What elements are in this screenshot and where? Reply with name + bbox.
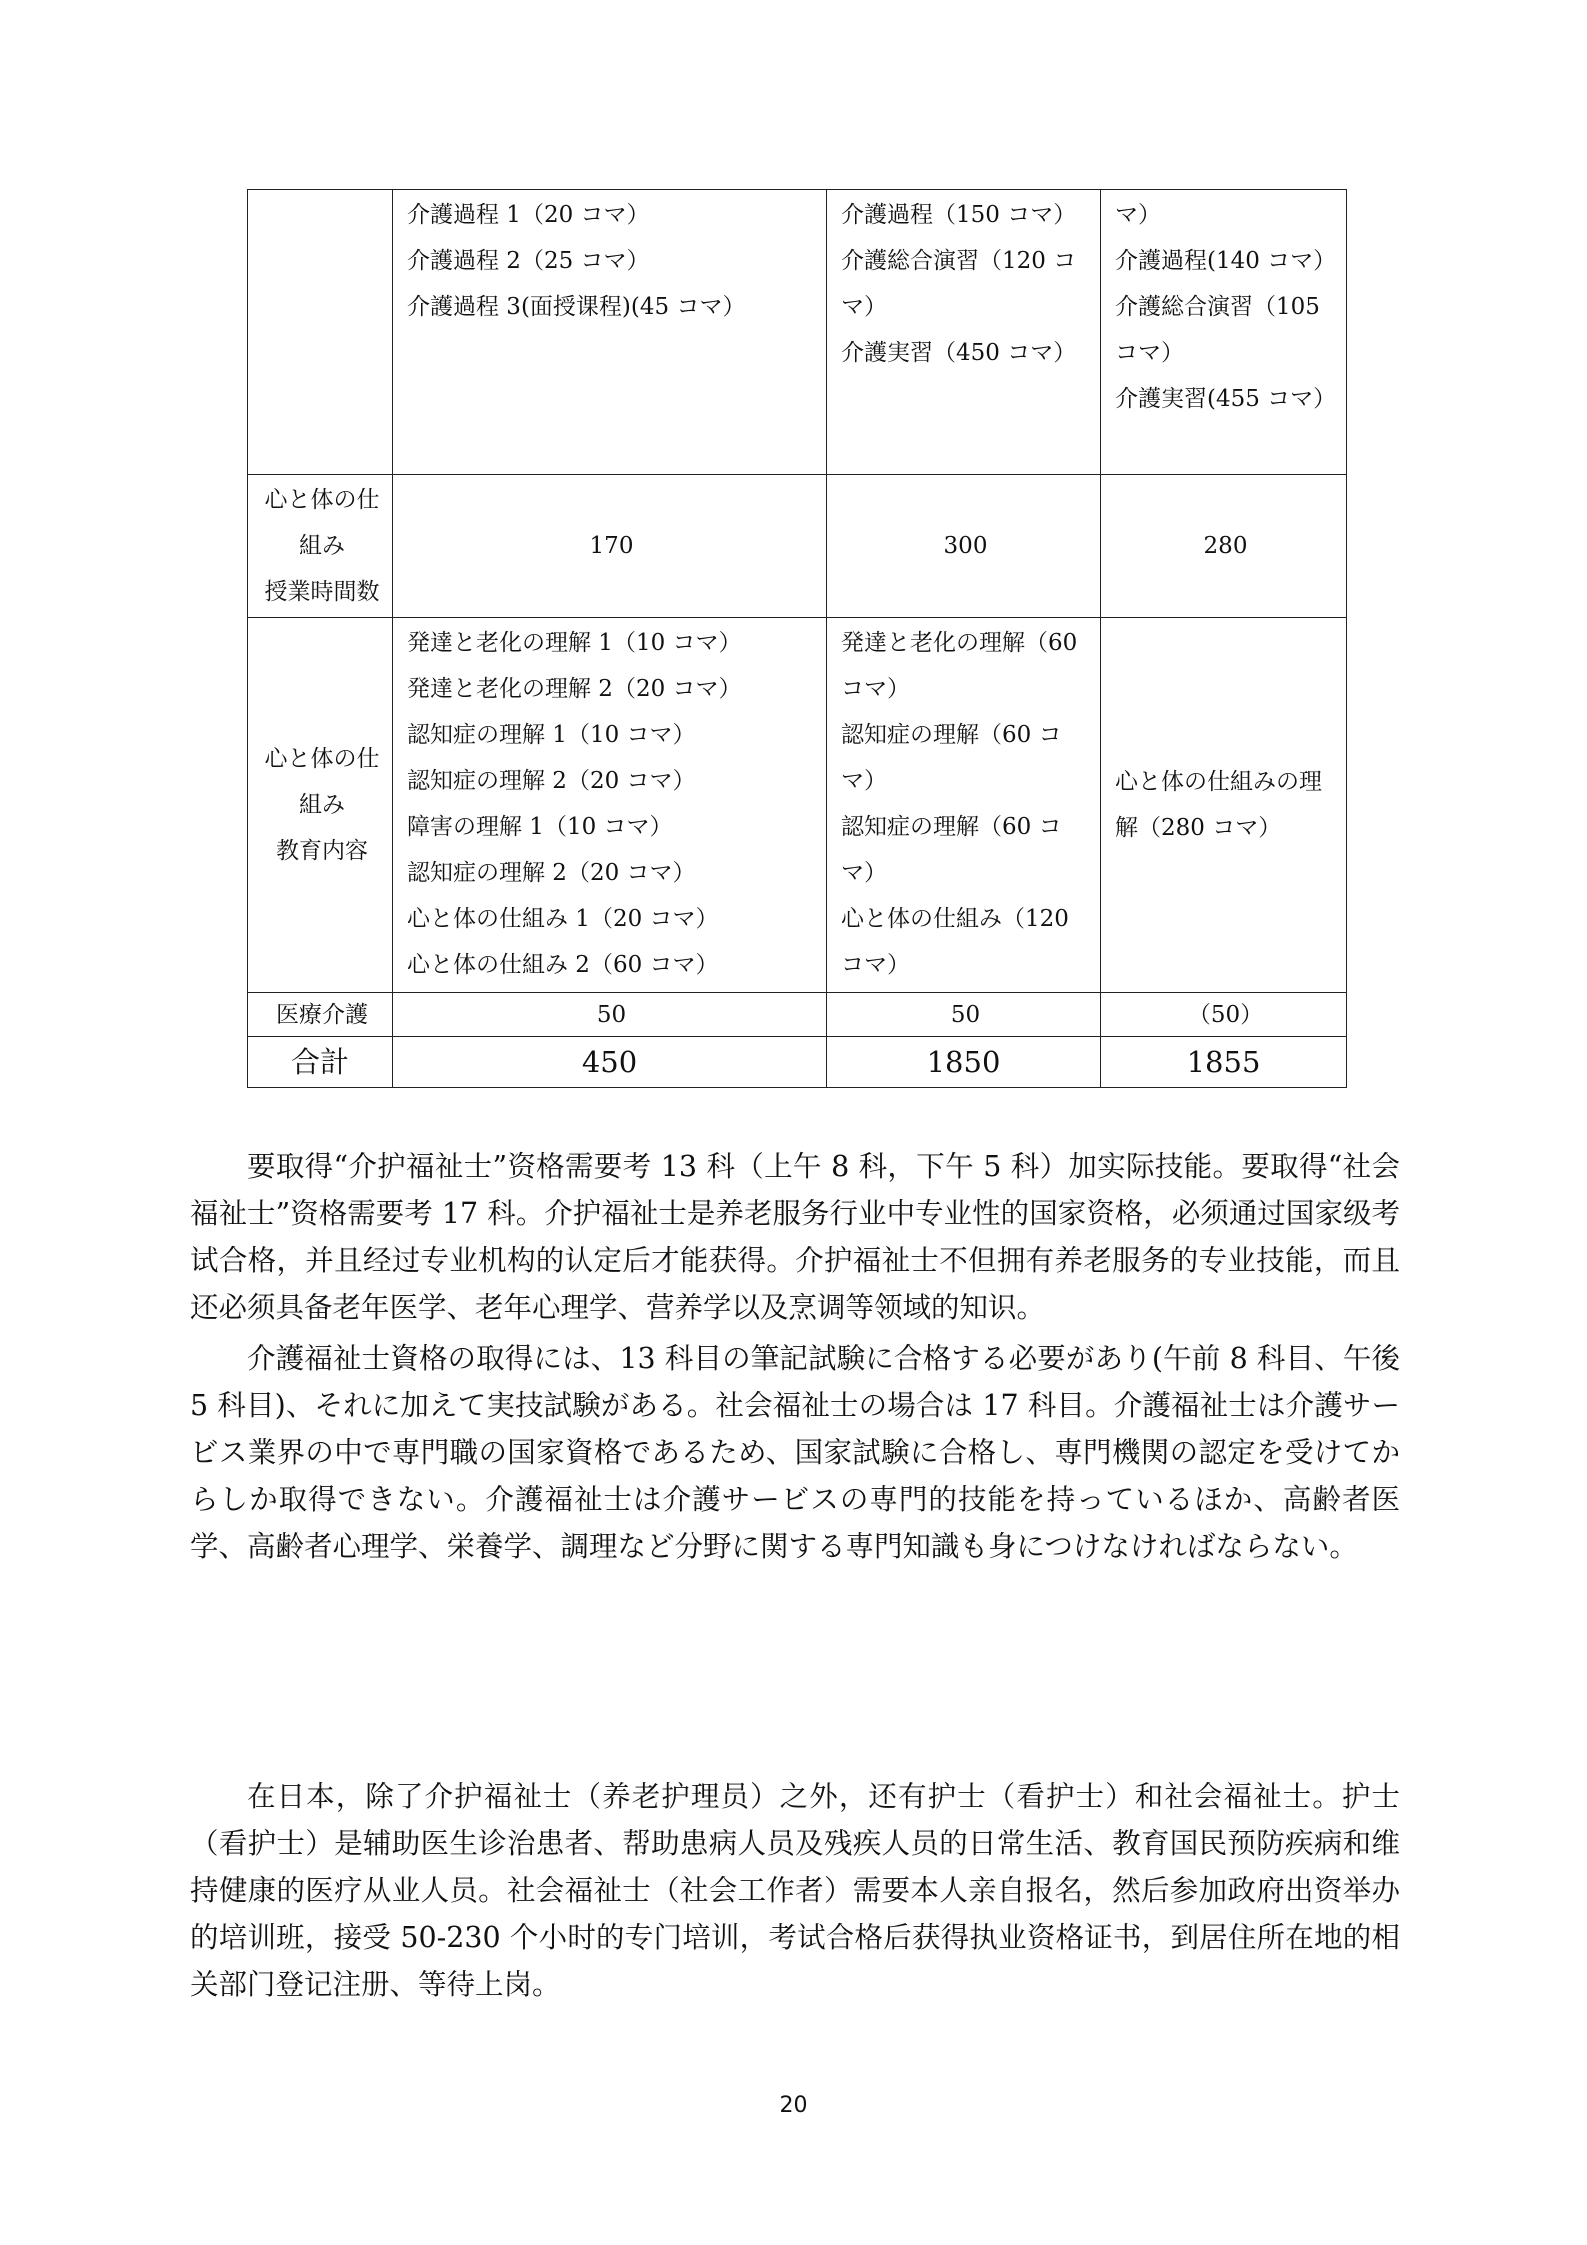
row-label-line: 心と体の仕: [264, 487, 380, 513]
cell-line: 介護総合演習（105 コマ）: [1115, 294, 1320, 366]
table-cell: 170: [393, 475, 827, 618]
row-label-line: 組み: [299, 792, 345, 818]
cell-line: 心と体の仕組み 1（20 コマ）: [407, 906, 719, 932]
table-cell: [393, 190, 827, 475]
cell-line: 介護過程(140 コマ）: [1115, 248, 1337, 274]
page-number: 20: [779, 2093, 808, 2118]
cell-line: 認知症の理解 2（20 コマ）: [407, 768, 696, 794]
table-row: [248, 618, 1347, 993]
cell-line: マ）: [1115, 202, 1161, 228]
table-cell: （50）: [1101, 993, 1347, 1037]
curriculum-table: [247, 189, 1347, 1088]
table-cell: [1101, 618, 1347, 993]
table-cell: [827, 190, 1101, 475]
cell-line: 心と体の仕組み 2（60 コマ）: [407, 952, 719, 978]
row-label: 合計: [248, 1037, 393, 1088]
body-text-block-1: [190, 1143, 1400, 1570]
cell-line: 認知症の理解 2（20 コマ）: [407, 860, 696, 886]
cell-line: 心と体の仕組み（120 コマ）: [841, 906, 1069, 978]
cell-line: 心と体の仕組みの理解（280 コマ）: [1115, 769, 1322, 841]
cell-line: 認知症の理解（60 コマ）: [841, 722, 1062, 794]
row-label: 医療介護: [248, 993, 393, 1037]
paragraph: 在日本，除了介护福祉士（养老护理员）之外，还有护士（看护士）和社会福祉士。护士（看护士）是辅助医生诊治患者、帮助患病人员及残疾人员的日常生活、教育国民预防疾病和维持健康的医疗从业人员。社会福祉士（社会工作者）需要本人亲自报名，然后参加政府出资举办的培训班，接受 50-230 个小时的专门培训，考试合格后获得执业资格证书，到居住所在地的相关部门登记注册、等待上岗。: [190, 1780, 1400, 2001]
cell-line: 認知症の理解（60 コマ）: [841, 814, 1062, 886]
table-row: [248, 1037, 1347, 1088]
cell-line: 発達と老化の理解 1（10 コマ）: [407, 630, 742, 656]
table-row: [248, 993, 1347, 1037]
row-label-line: 授業時間数: [264, 579, 380, 605]
cell-line: 介護実習（450 コマ）: [841, 340, 1077, 366]
paragraph: 介護福祉士資格の取得には、13 科目の筆記試験に合格する必要があり(午前 8 科目、午後 5 科目)、それに加えて実技試験がある。社会福祉士の場合は 17 科目。介護福祉士は介護サービス業界の中で専門職の国家資格であるため、国家試験に合格し、専門機関の認定を受けてからしか取得できない。介護福祉士は介護サービスの専門的技能を持っているほか、高齢者医学、高齢者心理学、栄養学、調理など分野に関する専門知識も身につけなければならない。: [190, 1342, 1400, 1563]
table-cell: 1850: [827, 1037, 1101, 1088]
row-label: [248, 475, 393, 618]
table-cell: 300: [827, 475, 1101, 618]
table-cell: [827, 618, 1101, 993]
row-label-line: 心と体の仕: [264, 746, 380, 772]
table-cell: 1855: [1101, 1037, 1347, 1088]
cell-line: 介護過程 2（25 コマ）: [407, 248, 650, 274]
cell-line: 介護過程 3(面授课程)(45 コマ）: [407, 294, 746, 320]
paragraph: 要取得“介护福祉士”资格需要考 13 科（上午 8 科，下午 5 科）加实际技能。要取得“社会福祉士”资格需要考 17 科。介护福祉士是养老服务行业中专业性的国家资格，必须通过国家级考试合格，并且经过专业机构的认定后才能获得。介护福祉士不但拥有养老服务的专业技能，而且还必须具备老年医学、老年心理学、营养学以及烹调等领域的知识。: [190, 1150, 1400, 1324]
cell-line: 発達と老化の理解 2（20 コマ）: [407, 676, 742, 702]
row-label: [248, 618, 393, 993]
table-row: [248, 190, 1347, 475]
cell-line: 介護過程（150 コマ）: [841, 202, 1077, 228]
cell-line: 介護過程 1（20 コマ）: [407, 202, 650, 228]
table-cell: 50: [393, 993, 827, 1037]
table-row: [248, 475, 1347, 618]
table-cell: [1101, 190, 1347, 475]
row-label: [248, 190, 393, 475]
table-cell: 50: [827, 993, 1101, 1037]
table-cell: 450: [393, 1037, 827, 1088]
cell-line: 認知症の理解 1（10 コマ）: [407, 722, 696, 748]
row-label-line: 教育内容: [276, 838, 368, 864]
table-cell: [393, 618, 827, 993]
cell-line: 介護実習(455 コマ）: [1115, 386, 1337, 412]
body-text-block-2: [190, 1773, 1400, 2008]
cell-line: 発達と老化の理解（60 コマ）: [841, 630, 1078, 702]
row-label-line: 組み: [299, 533, 345, 559]
table-cell: 280: [1101, 475, 1347, 618]
cell-line: 介護総合演習（120 コマ）: [841, 248, 1077, 320]
cell-line: 障害の理解 1（10 コマ）: [407, 814, 673, 840]
